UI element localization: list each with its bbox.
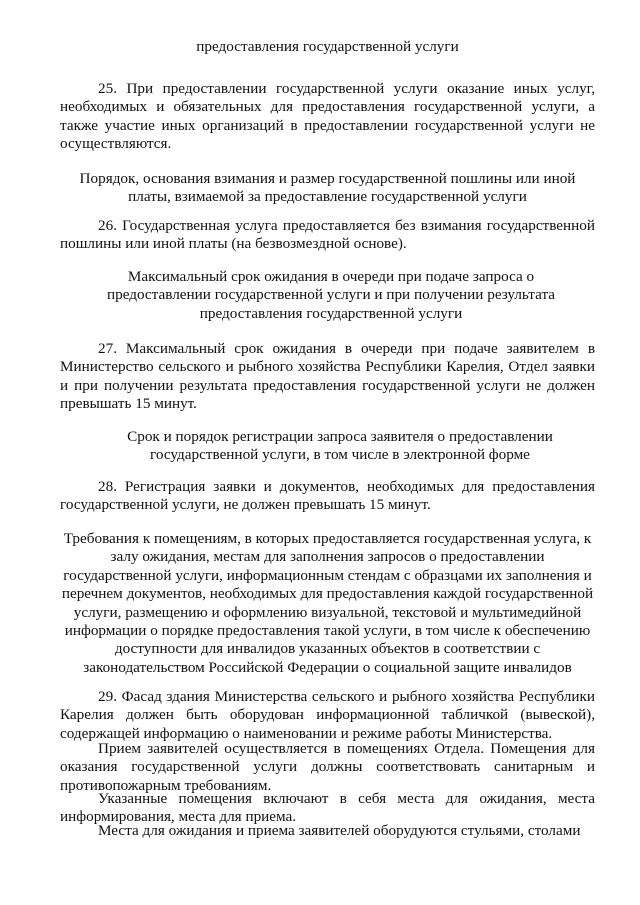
section-heading-waiting-time: Максимальный срок ожидания в очереди при подаче запроса о предоставлении государственной услуги и при получении результата предоставления государственной услуги [106,268,556,322]
paragraph-29: 29. Фасад здания Министерства сельского и рыбного хозяйства Республики Карелия должен быть оборудован информационной табличкой (вывеской), содержащей информацию о наименовании и режиме работы Министерства. [60,688,595,742]
paragraph-27: 27. Максимальный срок ожидания в очереди при подаче заявителем в Министерство сельского и рыбного хозяйства Республики Карелия, Отдел заявки и при получении результата предоставления государственной услуги не должен превышать 15 минут. [60,340,595,413]
section-heading-premises: Требования к помещениям, в которых предоставляется государственная услуга, к залу ожидания, местам для заполнения запросов о предоставлении государственной услуги, информационным стендам с образцами их заполнения и перечнем документов, необходимых для предоставления каждой государственной услуги, размещению и оформлению визуальной, текстовой и мультимедийной информации о порядке предоставления такой услуги, в том числе к обеспечению доступности для инвалидов указанных объектов в соответствии с законодательством Российской Федерации о социальной защите инвалидов [61,530,594,676]
paragraph-29-places: Указанные помещения включают в себя места для ожидания, места информирования, места для приема. [60,790,595,826]
paragraph-26: 26. Государственная услуга предоставляется без взимания государственной пошлины или иной платы (на безвозмездной основе). [60,217,595,253]
section-heading-registration: Срок и порядок регистрации запроса заявителя о предоставлении государственной услуги, в том числе в электронной форме [127,428,553,464]
section-heading-continued: предоставления государственной услуги [196,38,459,55]
paragraph-29-reception: Прием заявителей осуществляется в помещениях Отдела. Помещения для оказания государственной услуги должны соответствовать санитарным и противопожарным требованиям. [60,740,595,794]
paragraph-25: 25. При предоставлении государственной услуги оказание иных услуг, необходимых и обязательных для предоставления государственной услуги, а также участие иных организаций в предоставлении государственной услуги не осуществляются. [60,80,595,153]
section-heading-fee: Порядок, основания взимания и размер государственной пошлины или иной платы, взимаемой за предоставление государственной услуги [79,170,576,206]
paragraph-29-furniture: Места для ожидания и приема заявителей оборудуются стульями, столами [98,822,581,839]
paragraph-28: 28. Регистрация заявки и документов, необходимых для предоставления государственной услуги, не должен превышать 15 минут. [60,478,595,514]
